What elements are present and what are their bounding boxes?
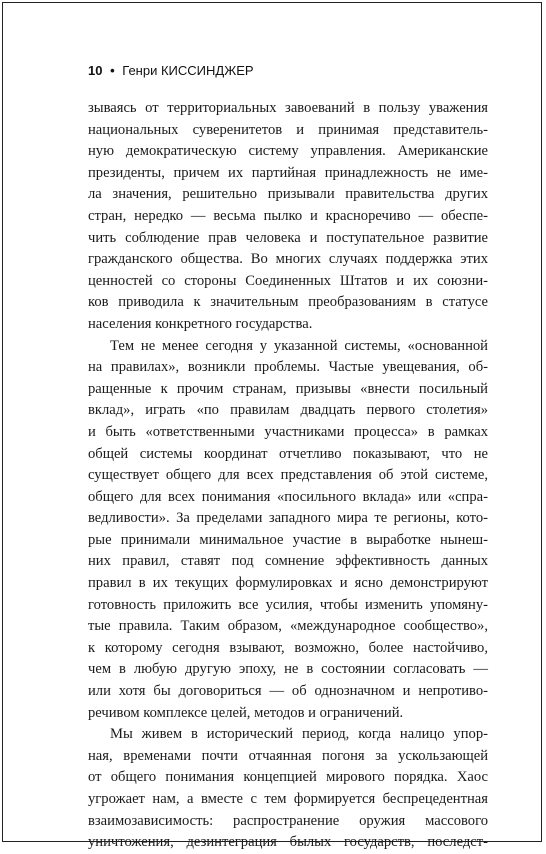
text-line: чем в любую другую эпоху, не в состоянии согласовать — <box>88 661 488 678</box>
text-line: на правилах», возникли проблемы. Частые увещевания, об- <box>88 359 488 376</box>
text-line: президенты, причем их партийная принадлежность не име- <box>88 164 488 181</box>
text-line: населения конкретного государства. <box>88 315 313 332</box>
text-line: к которому сегодня взывают, возможно, более настойчиво, <box>88 639 488 656</box>
text-line: или хотя бы договориться — об однозначном и непротиво- <box>88 683 488 700</box>
paragraph <box>88 336 488 725</box>
text-line: общего для всех понимания «посильного вклада» или «спра- <box>88 488 488 505</box>
text-line: правил в их текущих формулировках и ясно демонстрируют <box>88 575 488 592</box>
text-line: национальных суверенитетов и принимая представитель- <box>88 121 488 138</box>
header-author: Генри КИССИНДЖЕР <box>122 63 254 78</box>
text-line: речивом комплексе целей, методов и ограничений. <box>88 704 404 721</box>
text-line: чить соблюдение прав человека и поступательное развитие <box>88 229 488 246</box>
text-line: них правил, ставят под сомнение эффективность данных <box>88 553 488 570</box>
text-line: ведливости». За пределами западного мира те регионы, кото- <box>88 510 488 527</box>
text-line: уничтожения, дезинтеграция былых государств, последст- <box>88 834 488 851</box>
text-line: ращенные к прочим странам, призывы «внести посильный <box>88 380 488 397</box>
text-line: Тем не менее сегодня у указанной системы, «основанной <box>110 337 488 354</box>
text-line: существует общего для всех представления об этой системе, <box>88 467 488 484</box>
text-line: ла значения, решительно призывали правительства других <box>88 186 488 203</box>
text-line: угрожает нам, а вместе с тем формируется беспрецедентная <box>88 791 488 807</box>
paragraph <box>88 724 488 854</box>
text-line: ценностей со стороны Соединенных Штатов и их союзни- <box>88 272 488 289</box>
text-line: рые принимали минимальное участие в выработке нынеш- <box>88 531 488 548</box>
running-header <box>88 63 488 79</box>
text-line: готовность приложить все усилия, чтобы изменить упомяну- <box>88 596 488 613</box>
text-line: Мы живем в исторический период, когда налицо упор- <box>110 726 488 743</box>
paragraph <box>88 98 488 336</box>
text-line: тые правила. Таким образом, «международное сообщество», <box>88 618 488 635</box>
header-bullet: • <box>110 63 115 78</box>
text-line: от общего понимания концепцией мирового порядка. Хаос <box>88 769 488 786</box>
text-line: и быть «ответственными участниками процесса» в рамках <box>88 423 488 440</box>
text-line: гражданского общества. Во многих случаях поддержка этих <box>88 251 488 268</box>
text-line: вклад», играть «по правилам двадцать первого столетия» <box>88 402 488 419</box>
text-line: ную демократическую систему управления. Американские <box>88 143 488 160</box>
text-line: зываясь от территориальных завоеваний в пользу уважения <box>88 100 488 116</box>
page-number: 10 <box>88 63 103 78</box>
text-line: ков приводила к значительным преобразованиям в статусе <box>88 294 488 311</box>
text-line: общей системы координат отчетливо показывают, что не <box>88 445 488 462</box>
text-line: стран, нередко — весьма пылко и красноречиво — обеспе- <box>88 207 488 224</box>
text-line: ная, временами почти отчаянная погоня за ускользающей <box>88 747 488 764</box>
text-line: взаимозависимость: распространение оружия массового <box>88 812 488 829</box>
body-text <box>88 98 488 854</box>
